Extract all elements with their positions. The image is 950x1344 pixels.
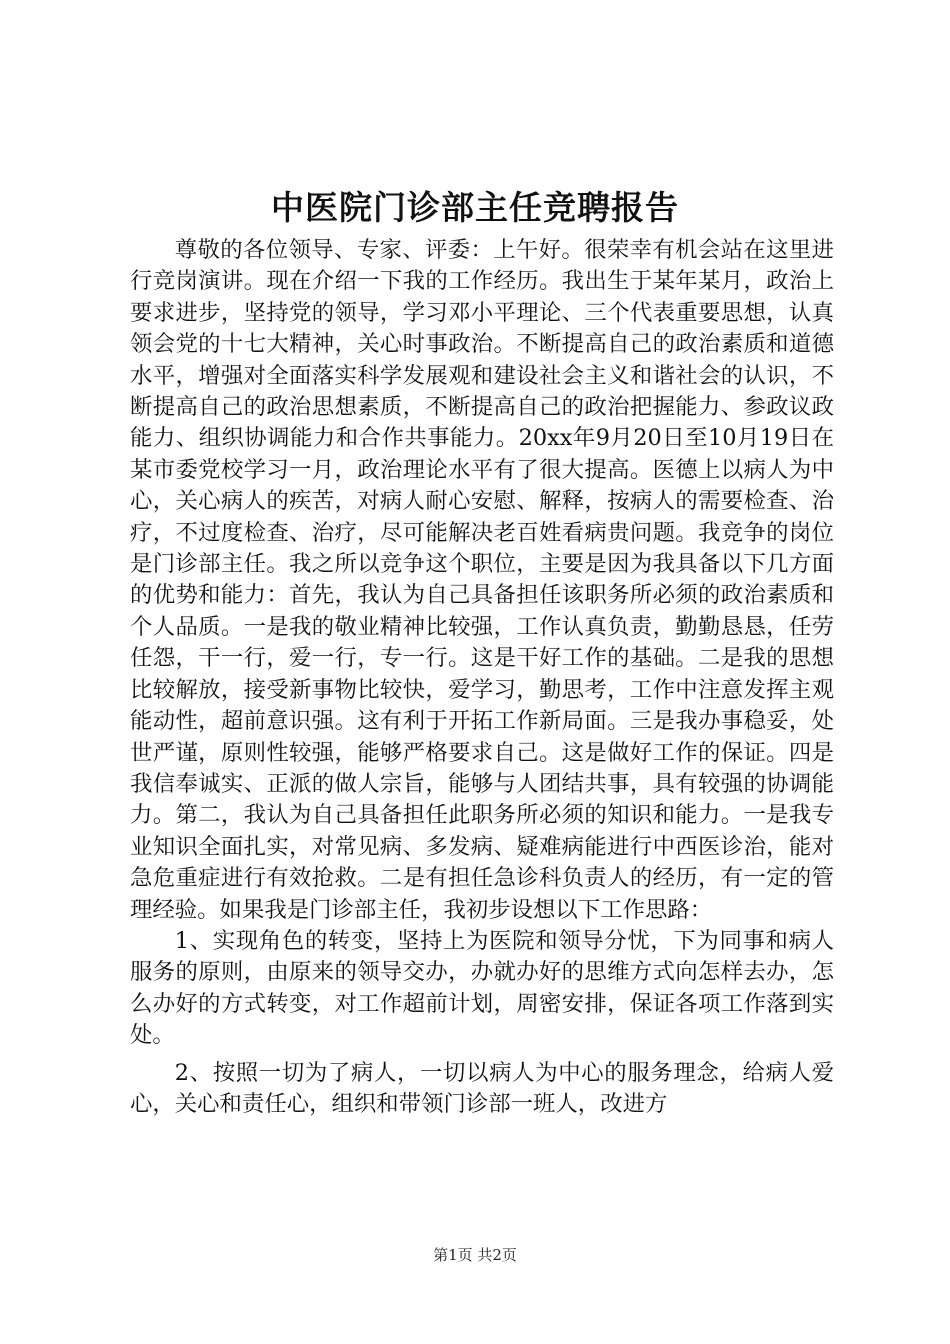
document-title: 中医院门诊部主任竞聘报告 [271,188,679,227]
paragraph-item-2: 2、按照一切为了病人，一切以病人为中心的服务理念，给病人爱心，关心和责任心，组织和带领门诊部一班人，改进方 [130,1059,834,1117]
page-number-footer: 第1页 共2页 [433,1246,517,1264]
document-body [130,235,834,1120]
paragraph-item-1: 1、实现角色的转变，坚持上为医院和领导分忧，下为同事和病人服务的原则，由原来的领导交办，办就办好的思维方式向怎样去办，怎么办好的方式转变，对工作超前计划，周密安排，保证各项工作落到实处。 [130,927,834,1049]
paragraph-intro: 尊敬的各位领导、专家、评委：上午好。很荣幸有机会站在这里进行竞岗演讲。现在介绍一下我的工作经历。我出生于某年某月，政治上要求进步，坚持党的领导，学习邓小平理论、三个代表重要思想，认真领会党的十七大精神，关心时事政治。不断提高自己的政治素质和道德水平，增强对全面落实科学发展观和建设社会主义和谐社会的认识，不断提高自己的政治思想素质，不断提高自己的政治把握能力、参政议政能力、组织协调能力和合作共事能力。20xx年9月20日至10月19日在某市委党校学习一月，政治理论水平有了很大提高。医德上以病人为中心，关心病人的疾苦，对病人耐心安慰、解释，按病人的需要检查、治疗，不过度检查、治疗，尽可能解决老百姓看病贵问题。我竞争的岗位是门诊部主任。我之所以竞争这个职位，主要是因为我具备以下几方面的优势和能力：首先，我认为自己具备担任该职务所必须的政治素质和个人品质。一是我的敬业精神比较强，工作认真负责，勤勤恳恳，任劳任怨，干一行，爱一行，专一行。这是干好工作的基础。二是我的思想比较解放，接受新事物比较快，爱学习，勤思考，工作中注意发挥主观能动性，超前意识强。这有利于开拓工作新局面。三是我办事稳妥，处世严谨，原则性较强，能够严格要求自己。这是做好工作的保证。四是我信奉诚实、正派的做人宗旨，能够与人团结共事，具有较强的协调能力。第二，我认为自己具备担任此职务所必须的知识和能力。一是我专业知识全面扎实，对常见病、多发病、疑难病能进行中西医诊治，能对急危重症进行有效抢救。二是有担任急诊科负责人的经历，有一定的管理经验。如果我是门诊部主任，我初步设想以下工作思路： [130,237,834,923]
